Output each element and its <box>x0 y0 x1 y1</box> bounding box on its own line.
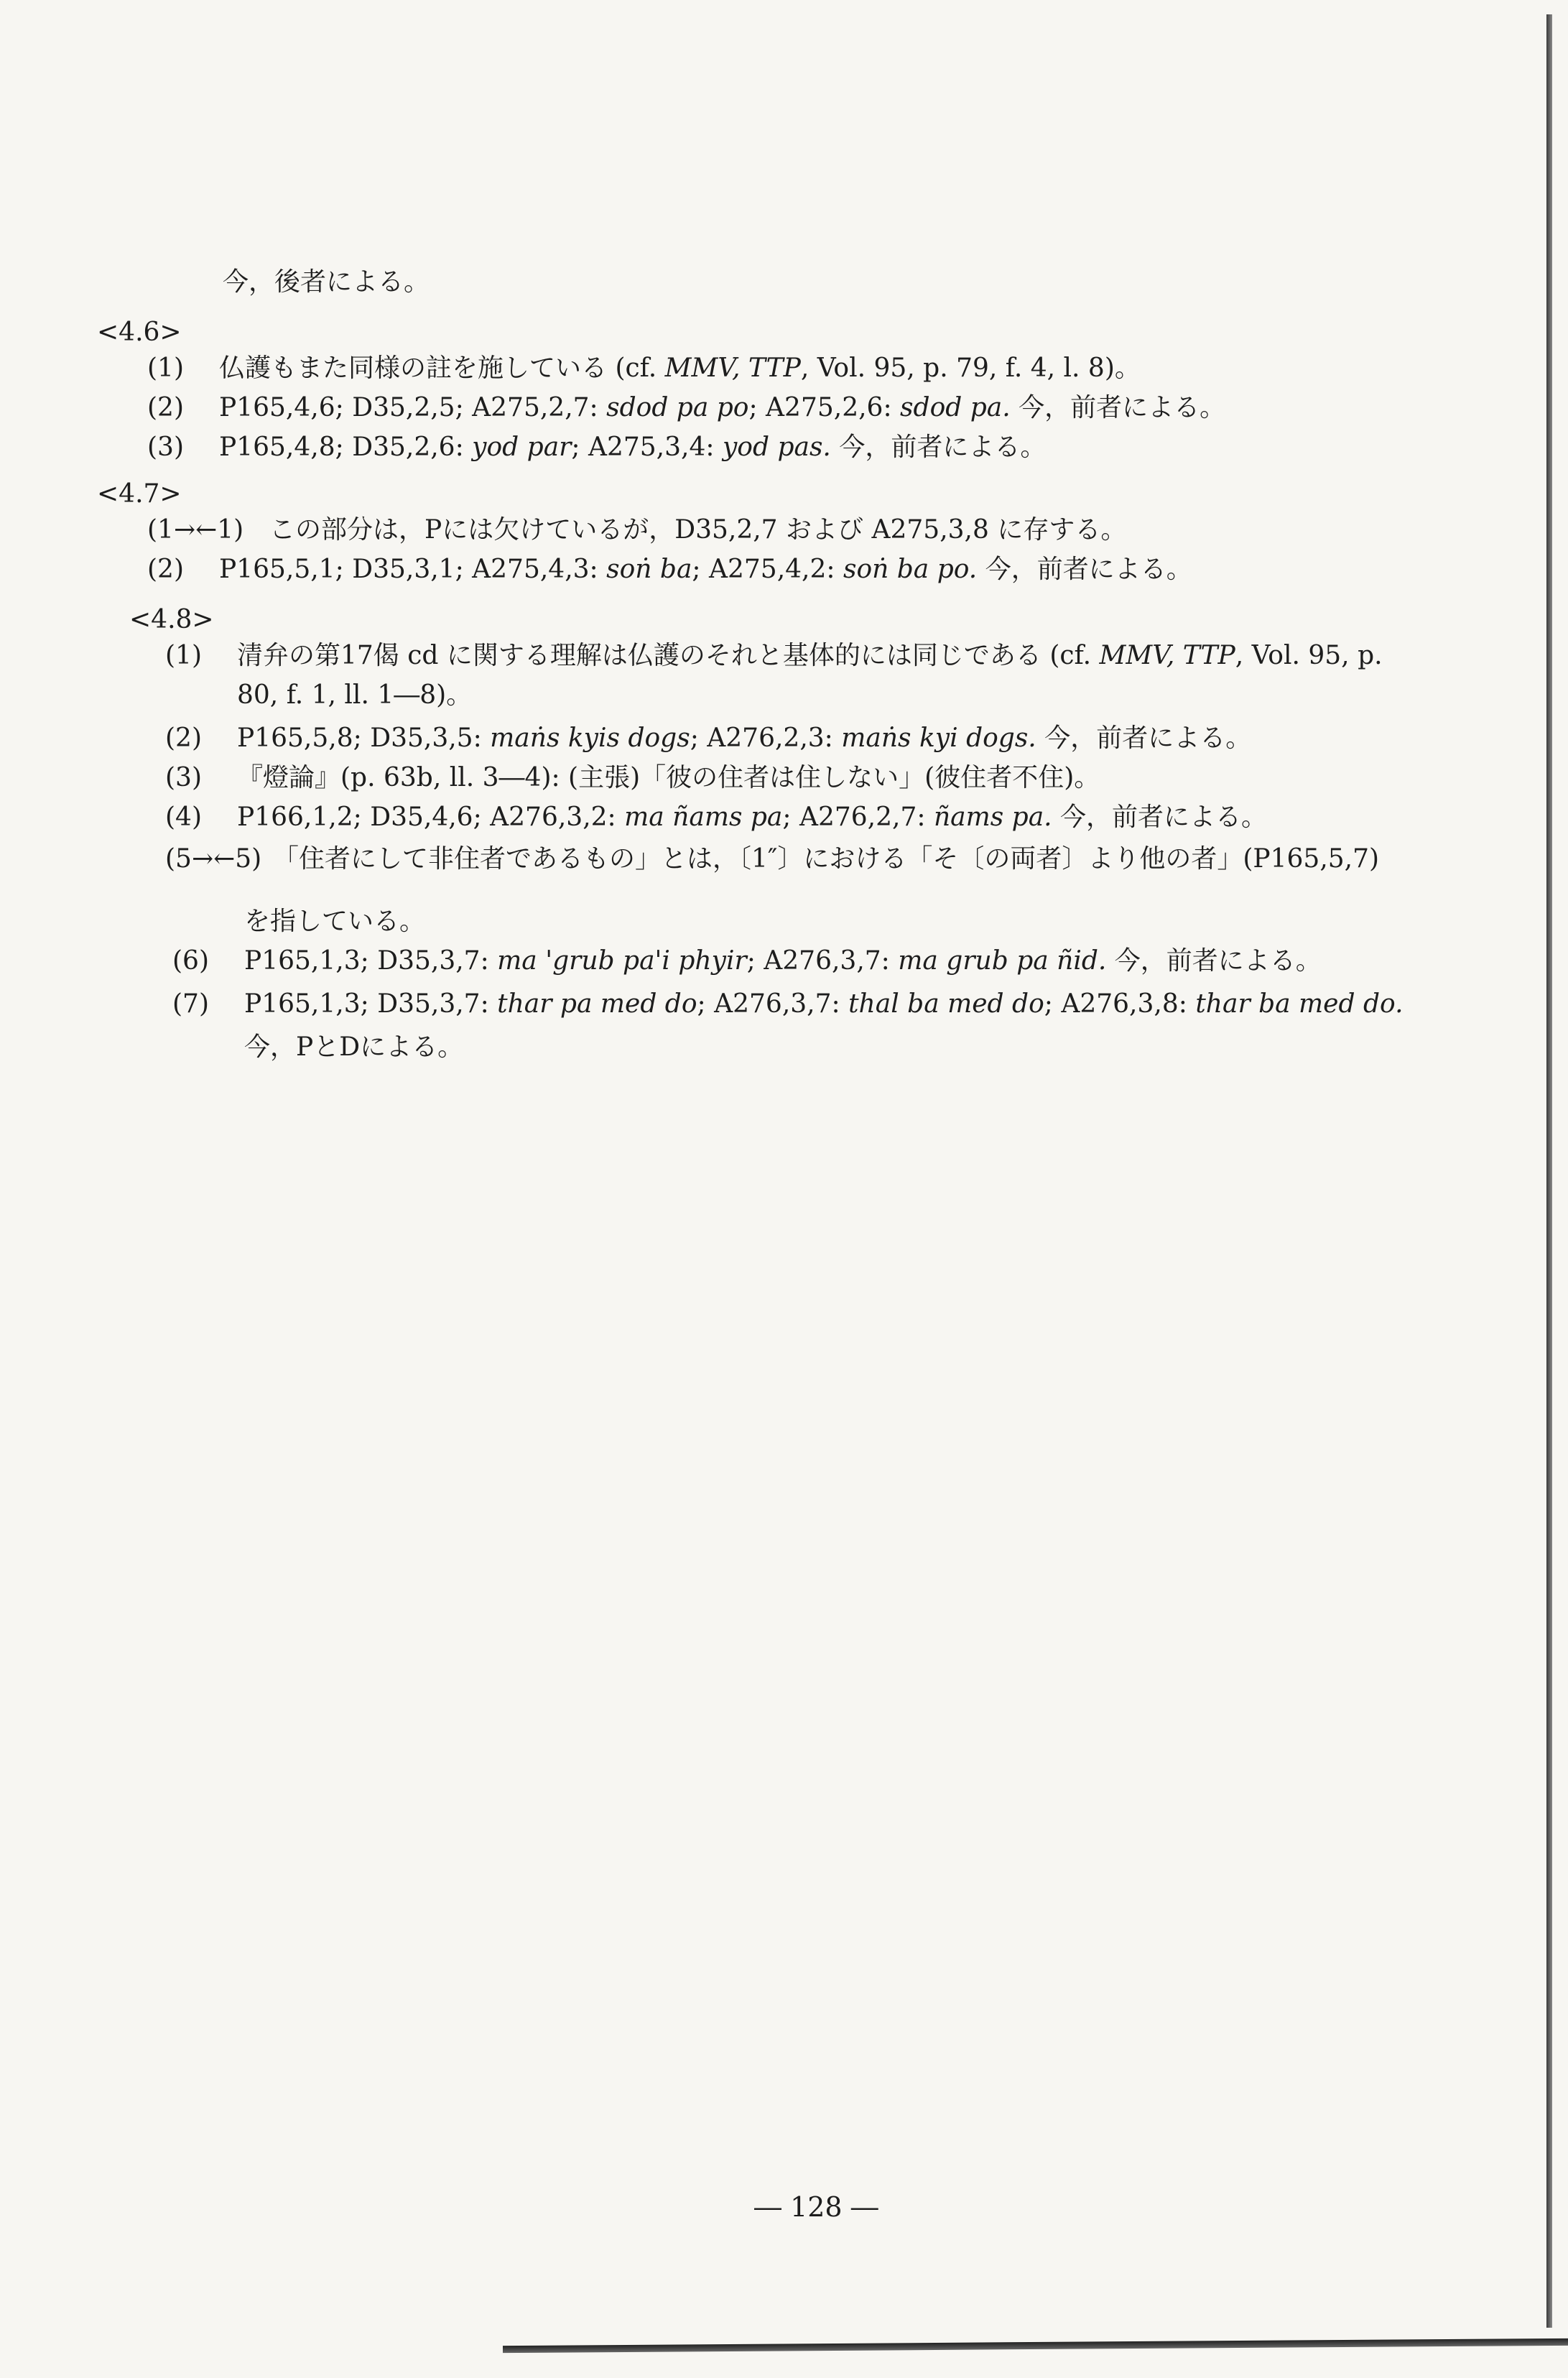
note-number: (2) <box>147 555 184 584</box>
note-4-6-3: (3) P165,4,8; D35,2,6: yod par; A275,3,4: yod pas. 今，前者による。 <box>147 432 1047 462</box>
note-number: (1→←1) <box>147 515 244 545</box>
note-4-6-2: (2) P165,4,6; D35,2,5; A275,2,7: sdod pa po; A275,2,6: sdod pa. 今，前者による。 <box>147 393 1226 422</box>
note-number: (2) <box>147 393 184 422</box>
page-edge-right <box>1546 14 1552 2328</box>
note-4-6-1: (1) 仏護もまた同様の註を施している (cf. MMV, TTP, Vol. 95, p. 79, f. 4, l. 8)。 <box>147 353 1141 383</box>
page-edge-bottom <box>503 2338 1568 2353</box>
note-number: (7) <box>172 989 209 1019</box>
note-4-8-4: (4) P166,1,2; D35,4,6; A276,3,2: ma ñams pa; A276,2,7: ñams pa. 今，前者による。 <box>165 802 1268 832</box>
note-4-7-2: (2) P165,5,1; D35,3,1; A275,4,3: soṅ ba; A275,4,2: soṅ ba po. 今，前者による。 <box>147 555 1192 584</box>
note-4-8-5-continuation: を指している。 <box>244 907 426 936</box>
note-number: (1) <box>165 641 202 670</box>
note-4-7-1: (1→←1) この部分は，Pには欠けているが，D35,2,7 および A275,3,8 に存する。 <box>147 515 1127 545</box>
note-number: (1) <box>147 353 184 383</box>
section-heading-4-8: <4.8> <box>129 605 214 634</box>
note-4-8-5: (5→←5) 「住者にして非住者であるもの」とは，〔1″〕における「そ〔の両者〕より他の者」(P165,5,7) <box>165 844 1380 874</box>
note-4-8-6: (6) P165,1,3; D35,3,7: ma 'grub pa'i phyir; A276,3,7: ma grub pa ñid. 今，前者による。 <box>172 946 1322 976</box>
note-4-8-2: (2) P165,5,8; D35,3,5: maṅs kyis dogs; A276,2,3: maṅs kyi dogs. 今，前者による。 <box>165 723 1252 753</box>
note-number: (5→←5) <box>165 844 262 874</box>
note-number: (3) <box>165 763 202 792</box>
note-4-8-1: (1) 清弁の第17偈 cd に関する理解は仏護のそれと基体的には同じである (cf. MMV, TTP, Vol. 95, p. <box>165 641 1383 670</box>
note-number: (2) <box>165 723 202 753</box>
note-number: (4) <box>165 802 202 832</box>
note-4-8-7: (7) P165,1,3; D35,3,7: thar pa med do; A276,3,7: thal ba med do; A276,3,8: thar ba med do. <box>172 989 1404 1019</box>
note-4-8-3: (3) 『燈論』(p. 63b, ll. 3―4): (主張)「彼の住者は住しない」(彼住者不住)。 <box>165 763 1100 792</box>
section-heading-4-6: <4.6> <box>97 318 182 347</box>
note-number: (6) <box>172 946 209 976</box>
note-number: (3) <box>147 432 184 462</box>
note-4-8-1-continuation: 80, f. 1, ll. 1―8)。 <box>237 680 473 710</box>
section-heading-4-7: <4.7> <box>97 479 182 509</box>
page-number: ― 128 ― <box>754 2191 878 2223</box>
intro-line: 今，後者による。 <box>223 267 430 297</box>
note-4-8-7-continuation: 今，PとDによる。 <box>244 1032 464 1062</box>
